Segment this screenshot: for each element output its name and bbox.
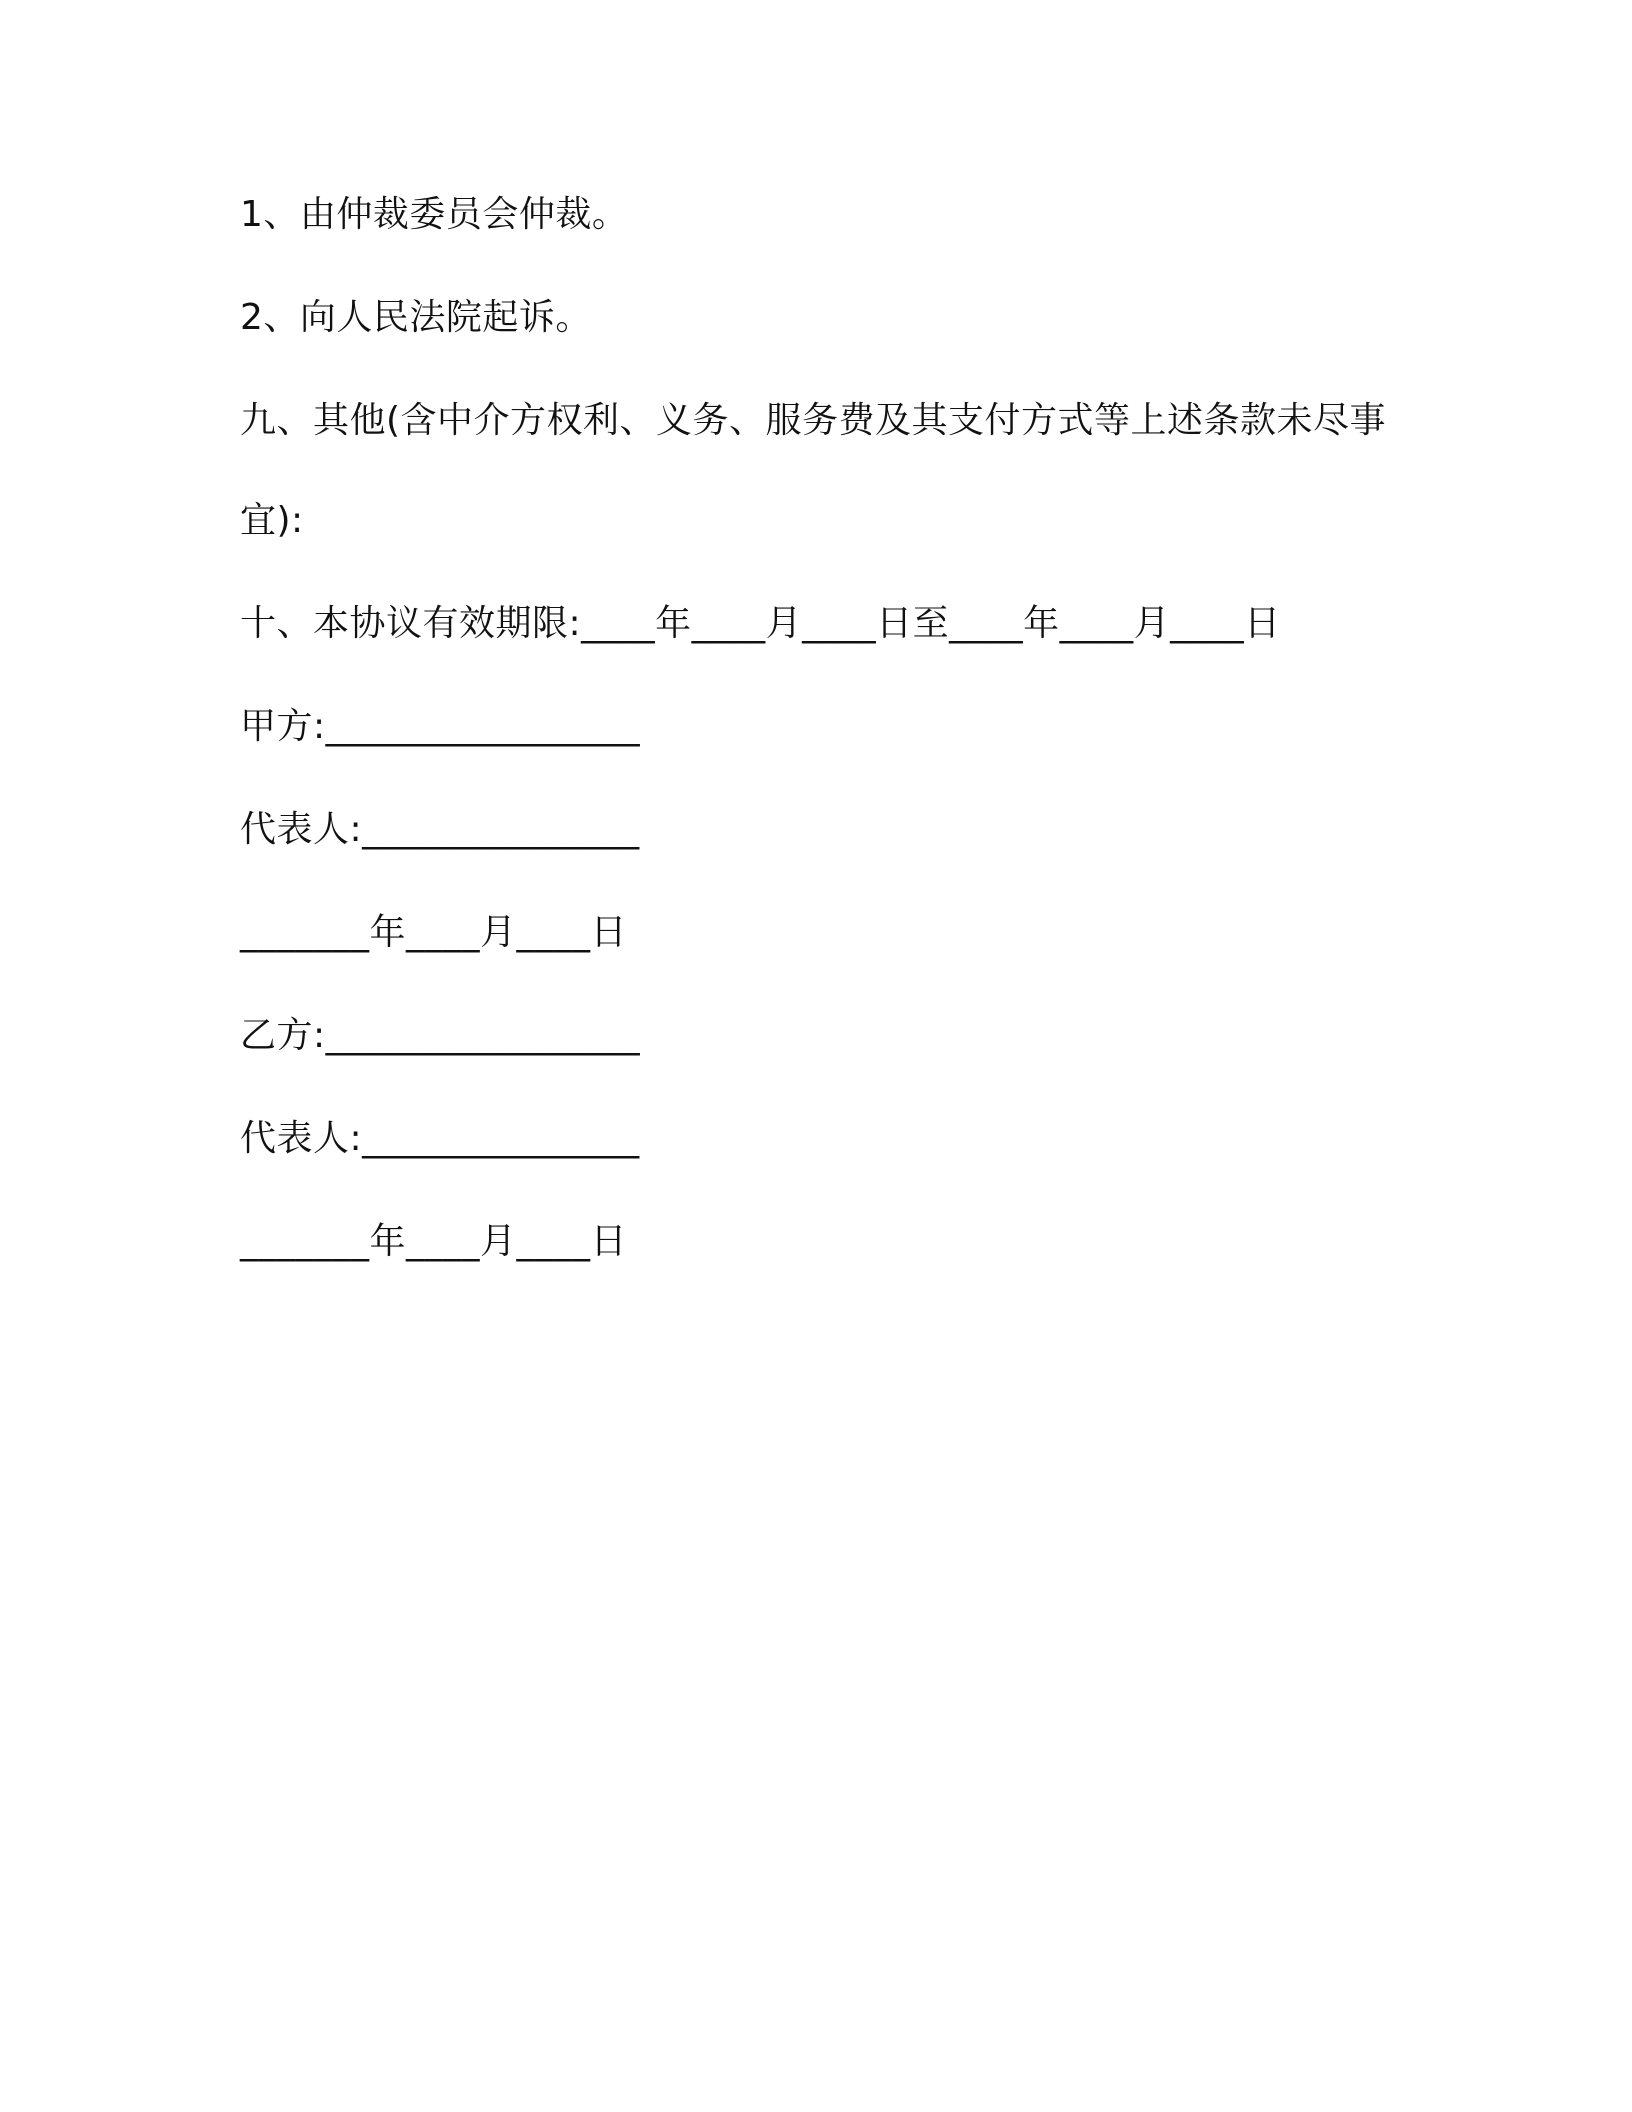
clause-arbitration: 1、由仲裁委员会仲裁。 bbox=[240, 194, 629, 235]
clause-nine-other: 九、其他(含中介方权利、义务、服务费及其支付方式等上述条款未尽事宜): bbox=[240, 400, 1387, 541]
party-b-representative-line: 代表人:_______________ bbox=[240, 1118, 640, 1159]
party-a-representative-line: 代表人:_______________ bbox=[240, 809, 640, 850]
party-b-line: 乙方:_________________ bbox=[240, 1015, 641, 1056]
party-b-date-line: _______年____月____日 bbox=[240, 1221, 628, 1262]
clause-ten-validity-period: 十、本协议有效期限:____年____月____日至____年____月____日 bbox=[240, 603, 1281, 644]
party-a-date-line: _______年____月____日 bbox=[240, 912, 628, 953]
document-body bbox=[240, 190, 1420, 1267]
party-a-line: 甲方:_________________ bbox=[240, 706, 641, 747]
clause-litigation: 2、向人民法院起诉。 bbox=[240, 297, 592, 338]
